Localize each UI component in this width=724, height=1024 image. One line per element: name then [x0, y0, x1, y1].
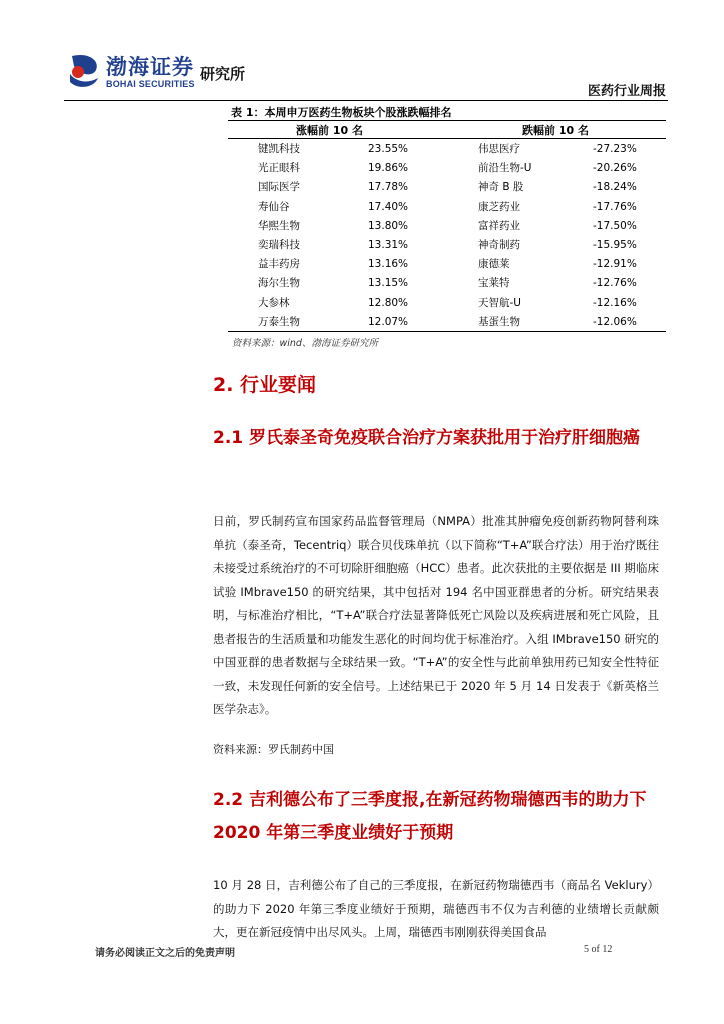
column-header-losers: 跌幅前 10 名	[522, 124, 589, 137]
table-row	[228, 198, 666, 217]
gainer-name: 光正眼科	[258, 162, 300, 175]
gainer-change: 12.80%	[368, 296, 409, 309]
footer-disclaimer: 请务必阅读正文之后的免责声明	[95, 948, 235, 959]
gainer-change: 19.86%	[368, 162, 409, 175]
table-row	[228, 313, 666, 332]
loser-name: 基蛋生物	[478, 315, 520, 328]
table-bottom-rule	[228, 331, 666, 332]
loser-change: -17.76%	[593, 200, 637, 213]
table-row	[228, 217, 666, 236]
gainer-name: 益丰药房	[258, 258, 300, 271]
gainer-change: 12.07%	[368, 315, 409, 328]
subsection-title-2-1: 2.1 罗氏泰圣奇免疫联合治疗方案获批用于治疗肝细胞癌	[213, 428, 641, 448]
brand-name-cn: 渤海证券	[106, 54, 194, 79]
gainer-name: 万泰生物	[258, 315, 300, 328]
gainer-change: 13.16%	[368, 258, 409, 271]
header-divider	[64, 100, 668, 101]
loser-name: 宝莱特	[478, 277, 510, 290]
gainer-change: 17.40%	[368, 200, 409, 213]
institute-label: 研究所	[200, 65, 246, 83]
gainer-name: 海尔生物	[258, 277, 300, 290]
loser-name: 神奇制药	[478, 239, 520, 251]
report-type: 医药行业周报	[587, 84, 666, 99]
loser-change: -12.16%	[593, 296, 637, 309]
loser-change: -12.06%	[593, 315, 637, 328]
gainer-name: 奕瑞科技	[258, 239, 300, 251]
loser-change: -12.91%	[593, 258, 637, 271]
gainer-change: 13.80%	[368, 219, 409, 232]
loser-name: 神奇 B 股	[478, 181, 524, 194]
gainer-name: 寿仙谷	[258, 200, 290, 213]
table-row	[228, 294, 666, 313]
section-title: 2. 行业要闻	[213, 374, 317, 396]
loser-change: -17.50%	[593, 219, 637, 232]
loser-change: -18.24%	[593, 181, 637, 194]
subsection-title-2-2: 2.2 吉利德公布了三季度报,在新冠药物瑞德西韦的助力下 2020 年第三季度业绩好于预期	[213, 790, 647, 843]
gainer-change: 13.15%	[368, 277, 409, 290]
loser-name: 康芝药业	[478, 200, 520, 213]
table-row	[228, 178, 666, 197]
table-row	[228, 255, 666, 274]
gainer-name: 大参林	[258, 296, 290, 309]
paragraph-2-2: 10 月 28 日，吉利德公布了自己的三季度报，在新冠药物瑞德西韦（商品名 Veklury）的助力下 2020 年第三季度业绩好于预期，瑞德西韦不仅为吉利德的业绩增长贡献颇大，更在新冠疫情中出尽风头。上周，瑞德西韦刚刚获得美国食品	[213, 878, 659, 939]
gainer-change: 13.31%	[368, 239, 409, 251]
loser-change: -15.95%	[593, 239, 637, 251]
gainer-name: 键凯科技	[258, 143, 300, 155]
brand-name-en: BOHAI SECURITIES	[106, 79, 195, 89]
gainer-change: 17.78%	[368, 181, 409, 194]
table-source: 资料来源：wind、渤海证券研究所	[232, 338, 378, 349]
loser-name: 伟思医疗	[478, 143, 520, 155]
table-top-rule	[228, 120, 666, 121]
column-header-gainers: 涨幅前 10 名	[296, 124, 363, 137]
loser-change: -20.26%	[593, 162, 637, 175]
table-header-rule	[228, 138, 666, 139]
bohai-logo-icon	[66, 52, 102, 90]
paragraph-2-1: 日前，罗氏制药宣布国家药品监督管理局（NMPA）批准其肿瘤免疫创新药物阿替利珠单抗（泰圣奇，Tecentriq）联合贝伐珠单抗（以下简称“T+A”联合疗法）用于治疗既往未接受过系统治疗的不可切除肝细胞癌（HCC）患者。此次获批的主要依据是 III 期临床试验 IMbrave150 的研究结果，其中包括对 194 名中国亚群患者的分析。研究结果表明，与标准治疗相比，“T+A”联合疗法显著降低死亡风险以及疾病进展和死亡风险，且患者报告的生活质量和功能发生恶化的时间均优于标准治疗。入组 IMbrave150 研究的中国亚群的患者数据与全球结果一致。“T+A”的安全性与此前单独用药已知安全性特征一致，未发现任何新的安全信号。上述结果已于 2020 年 5 月 14 日发表于《新英格兰医学杂志》。	[213, 514, 659, 716]
loser-name: 天智航-U	[478, 296, 521, 309]
gainer-name: 国际医学	[258, 181, 300, 194]
loser-change: -12.76%	[593, 277, 637, 290]
page-number: 5 of 12	[584, 944, 613, 955]
paragraph-source-2-1: 资料来源：罗氏制药中国	[213, 743, 334, 756]
gainer-name: 华熙生物	[258, 219, 300, 232]
table-caption: 表 1：本周申万医药生物板块个股涨跌幅排名	[231, 106, 452, 119]
loser-name: 康德莱	[478, 258, 510, 271]
loser-name: 前沿生物-U	[478, 162, 532, 175]
table-row	[228, 140, 666, 159]
table-row	[228, 159, 666, 178]
gainer-change: 23.55%	[368, 143, 409, 155]
table-row	[228, 274, 666, 293]
loser-name: 富祥药业	[478, 219, 520, 232]
table-row	[228, 236, 666, 255]
loser-change: -27.23%	[593, 143, 637, 155]
